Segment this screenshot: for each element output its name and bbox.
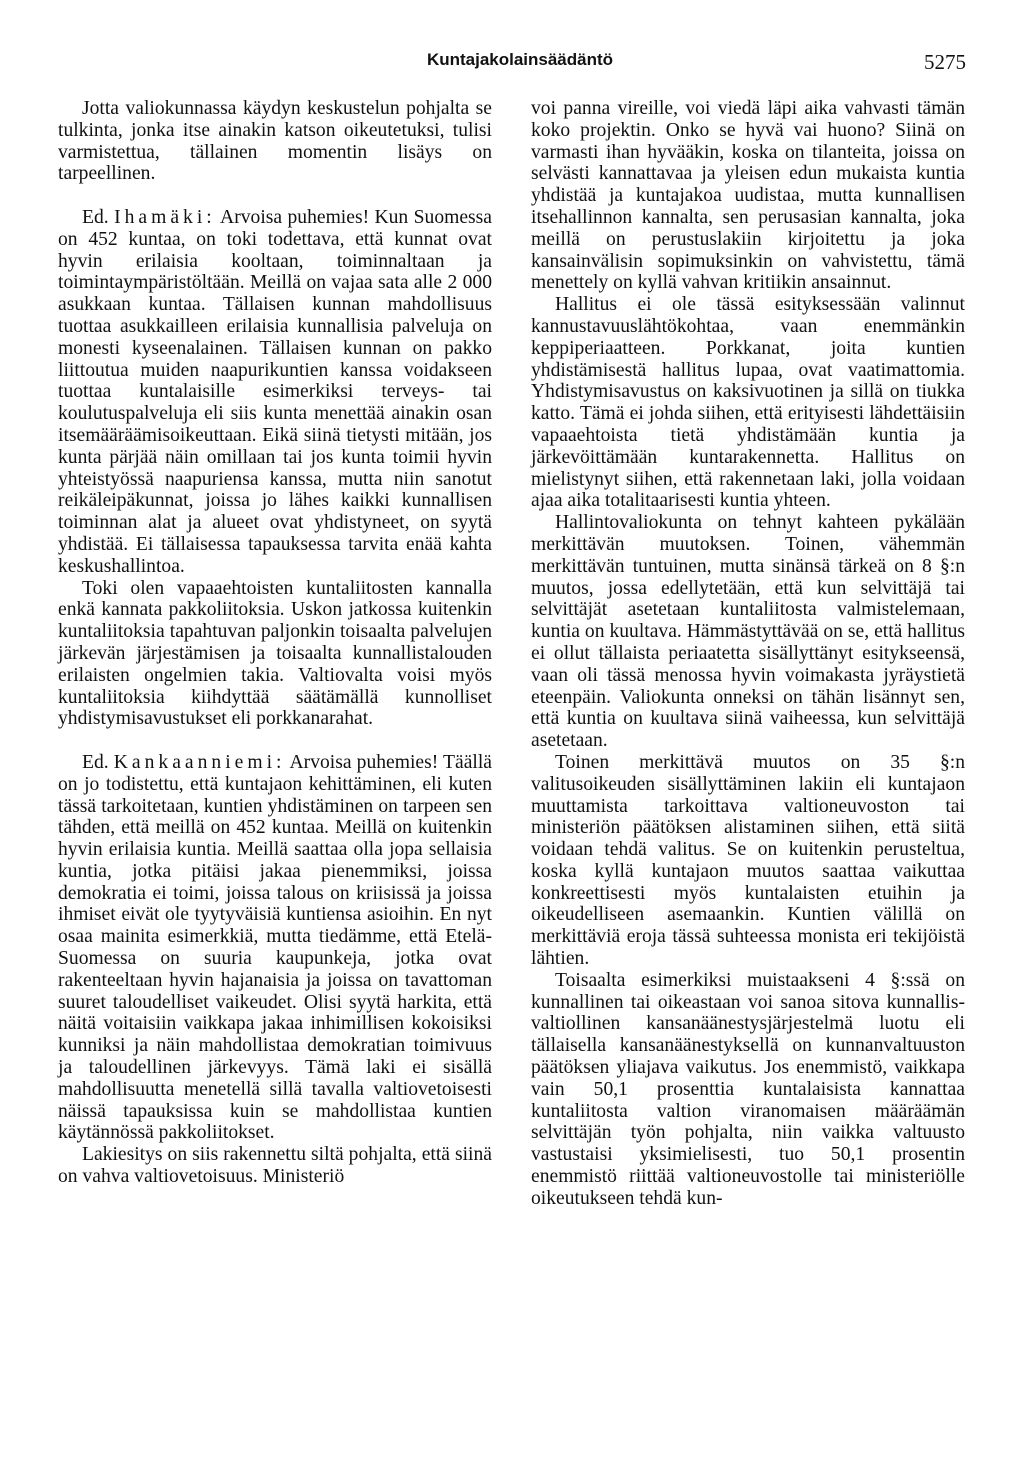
paragraph: Toki olen vapaaehtoisten kuntaliitosten kannalla enkä kannata pakkoliitoksia. Uskon jatkossa kuitenkin kuntaliitoksia tapahtuvan paljonkin toisaalta palvelujen järkevän järjestämisen ja toisaalta kunnallistalouden erilaisten ongelmien takia. Valtiovalta voisi myös kuntaliitoksia kiihdyttää säätämällä kunnolliset yhdistymisavustukset eli porkkanarahat.	[58, 577, 492, 730]
paragraph: voi panna vireille, voi viedä läpi aika vahvasti tämän koko projektin. Onko se hyvä vai huono? Siinä on varmasti ihan hyvääkin, koska on tilanteita, joissa on selvästi kannattavaa ja yleisen edun mukaista kuntia yhdistää ja kuntajakoa uudistaa, mutta kunnallisen itsehallinnon kannalta, sen perusasian kannalta, joka meillä on perustuslakiin kirjoitettu ja joka kansainvälisin sopimuksinkin on vahvistettu, tämä menettely on kyllä vahvan kritiikin ansainnut.	[531, 98, 965, 294]
paragraph: Hallitus ei ole tässä esityksessään valinnut kannustavuuslähtökohtaa, vaan enemmänkin keppiperiaatteen. Porkkanat, joita kuntien yhdistämisestä hallitus lupaa, ovat vaatimattomia. Yhdistymisavustus on kaksivuotinen ja sillä on tiukka katto. Tämä ei johda siihen, että erityisesti lähdettäisiin vapaaehtoista tietä yhdistämään kuntia ja järkevöittämään kuntarakennetta. Hallitus on mielistynyt siihen, että rakennetaan laki, jolla voidaan ajaa aika totalitaarisesti kuntia yhteen.	[531, 294, 965, 512]
speech-prefix: Ed.	[82, 751, 109, 773]
right-column	[531, 98, 965, 1210]
paragraph: Jotta valiokunnassa käydyn keskustelun pohjalta se tulkinta, jonka itse ainakin katson oikeutetuksi, tulisi varmistettua, tällainen momentin lisäys on tarpeellinen.	[58, 98, 492, 185]
speech-text: Arvoisa puhemies! Kun Suomessa on 452 kuntaa, on toki todettava, että kunnat ovat hyvin erilaisia kooltaan, toiminnaltaan ja toimintaympäristöltään. Meillä on vajaa sata alle 2 000 asukkaan kuntaa. Tällaisen kunnan mahdollisuus tuottaa asukkailleen erilaisia kunnallisia palveluja on monesti kyseenalainen. Tällaisen kunnan on pakko liittoutua muiden naapurikuntien kanssa voidakseen tuottaa kuntalaisille esimerkiksi terveys- tai koulutuspalveluja eli siis kunta menettää ainakin osan itsemääräämisoikeuttaan. Eikä siinä tietysti mitään, jos kunta pärjää näin omillaan tai jos kunta toimii hyvin yhteistyössä naapuriensa kanssa, mutta niin sanotut reikäleipäkunnat, joissa jo lähes kaikki kunnallisen toiminnan alat ja alueet ovat yhdistyneet, on syytä yhdistää. Ei tällaisessa tapauksessa tarvita enää kahta keskushallintoa.	[58, 206, 493, 577]
running-title: Kuntajakolainsäädäntö	[426, 50, 614, 69]
paragraph: Hallintovaliokunta on tehnyt kahteen pykälään merkittävän muutoksen. Toinen, vähemmän merkittävän tuntuinen, mutta sinänsä tärkeä on 8 §:n muutos, jossa edellytetään, että kun selvittäjä tai selvittäjät asetetaan kuntaliitosta valmistelemaan, kuntia on kuultava. Hämmästyttävää on se, että hallitus ei ollut tällaista periaatetta sisällyttänyt esitykseensä, vaan oli tässä menossa hyvin voimakasta jyräystietä eteenpäin. Valiokunta onneksi on tähän lisännyt sen, että kuntia on kuultava siinä vaiheessa, kun selvittäjä asetetaan.	[531, 512, 965, 752]
left-column	[58, 98, 492, 1188]
speech-paragraph	[58, 207, 492, 578]
paragraph: Lakiesitys on siis rakennettu siltä pohjalta, että siinä on vahva valtiovetoisuus. Ministeriö	[58, 1144, 492, 1188]
speaker-name: Kankaanniemi:	[113, 751, 286, 773]
paragraph: Toisaalta esimerkiksi muistaakseni 4 §:ssä on kunnallinen tai oikeastaan voi sanoa sitova kunnallis-valtiollinen kansanäänestysjärjestelmä luotu eli tällaisella kansanäänestyksellä on kunnanvaltuuston päätöksen yliajava vaikutus. Jos enemmistö, vaikkapa vain 50,1 prosenttia kuntalaisista kannattaa kuntaliitosta valtion viranomaisen määräämän selvittäjän työn pohjalta, niin vaikka valtuusto vastustaisi yksimielisesti, tuo 50,1 prosentin enemmistö riittää valtioneuvostolle tai ministeriölle oikeutukseen tehdä kun-	[531, 969, 965, 1209]
speaker-name: Ihamäki:	[114, 206, 216, 228]
speech-text: Arvoisa puhemies! Täällä on jo todistettu, että kuntajaon kehittäminen, eli kuten tässä tarkoitetaan, kuntien yhdistäminen on tarpeen sen tähden, että meillä on 452 kuntaa. Meillä on kuitenkin hyvin erilaisia kuntia. Meillä saattaa olla jopa sellaisia kuntia, jotka pitäisi jakaa pienemmiksi, joissa demokratia ei toimi, joissa talous on kriisissä ja joissa ihmiset eivät ole tyytyväisiä kuntiensa asioihin. En nyt osaa mainita esimerkkiä, mutta tiedämme, että Etelä-Suomessa on suuria kaupunkeja, jotka ovat rakenteeltaan hyvin hajanaisia ja joissa on tavattoman suuret taloudelliset vaikeudet. Olisi syytä harkita, että näitä voitaisiin vaikkapa jakaa inhimillisen kokoisiksi kunniksi ja näin mahdollistaa demokratian toimivuus ja taloudellinen järkevyys. Tämä laki ei sisällä mahdollisuutta menetellä sillä tavalla valtiovetoisesti näissä tapauksissa kuin se mahdollistaa kuntien käytännössä pakkoliitokset.	[58, 751, 492, 1144]
speech-paragraph	[58, 752, 492, 1144]
paragraph: Toinen merkittävä muutos on 35 §:n valitusoikeuden sisällyttäminen lakiin eli kuntajaon muuttamista tarkoittava valtioneuvoston tai ministeriön päätöksen alistaminen siihen, että siitä voidaan tehdä valitus. Se on kuitenkin perusteltua, koska kyllä kuntajaon muutos saattaa vaikuttaa konkreettisesti myös kuntalaisten etuihin ja oikeudelliseen asemaankin. Kuntien välillä on merkittäviä eroja tässä suhteessa monista eri tekijöistä lähtien.	[531, 751, 965, 970]
page-number: 5275	[924, 50, 966, 74]
speech-prefix: Ed.	[82, 206, 109, 228]
